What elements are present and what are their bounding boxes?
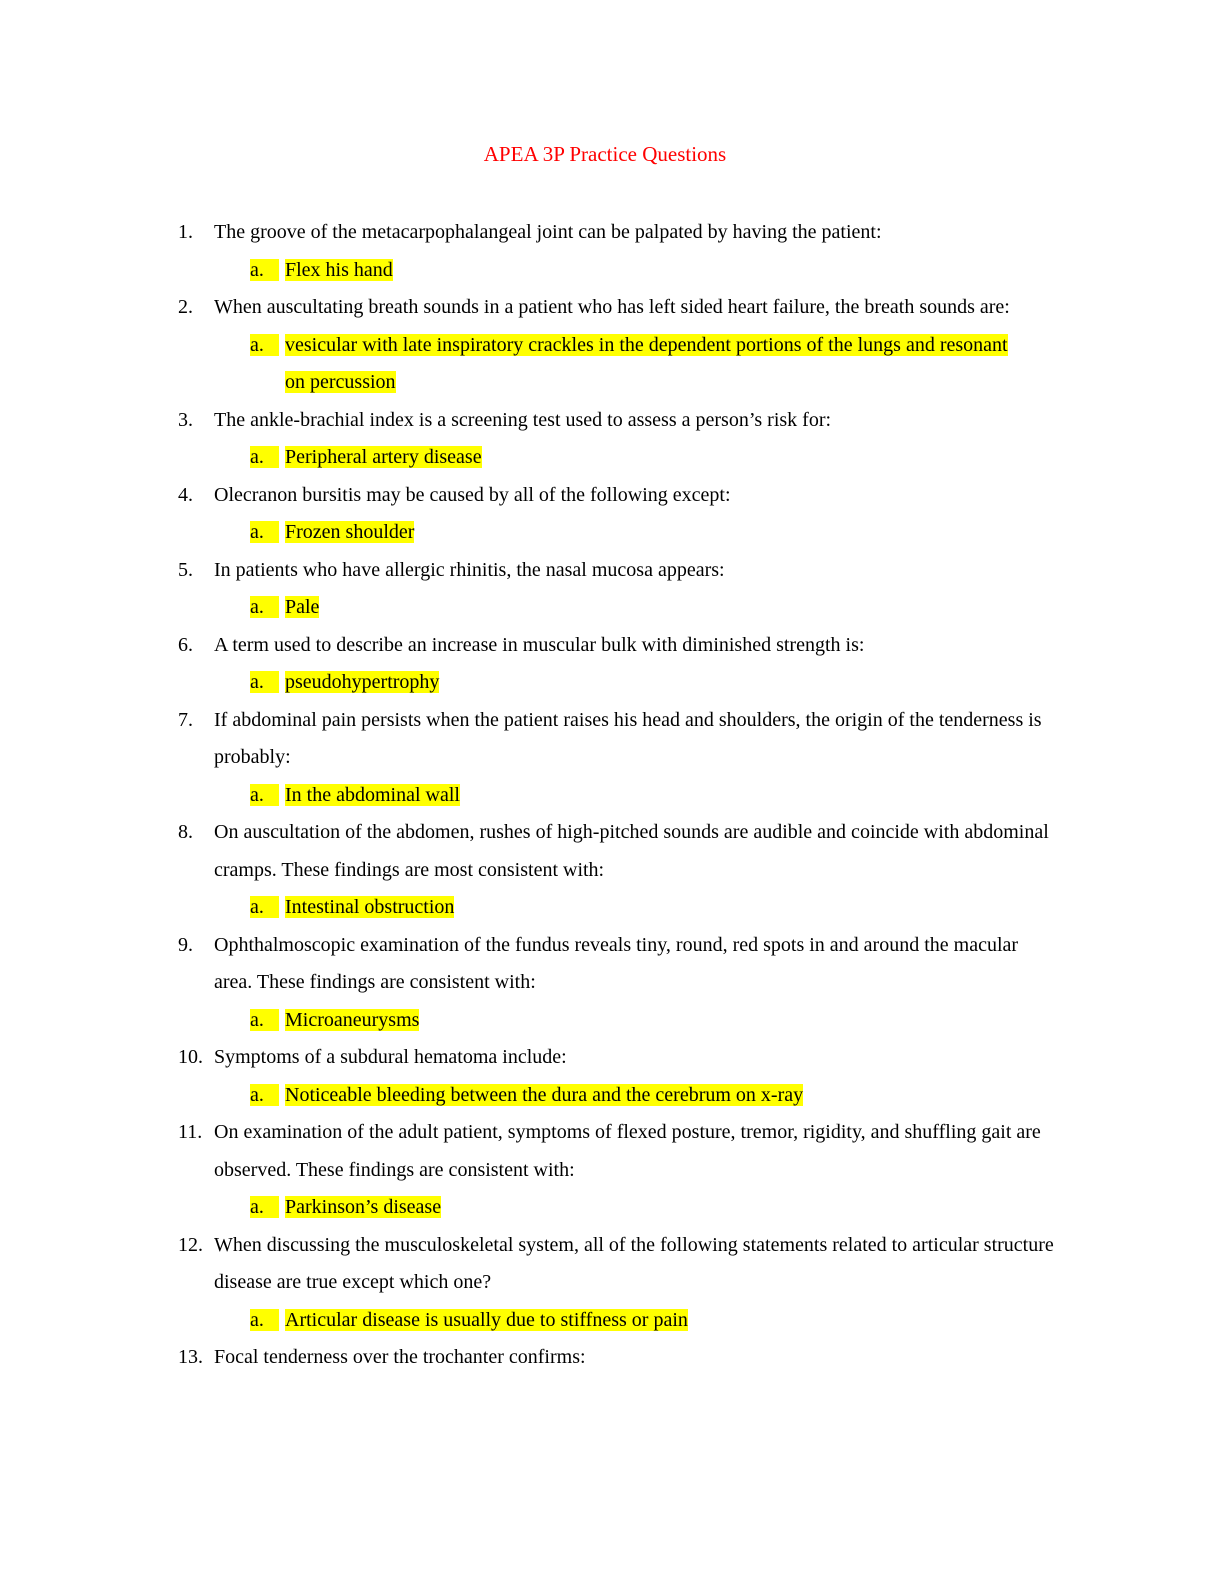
answer-text: Frozen shoulder [285,521,415,543]
question-item [0,1339,1224,1377]
answer-letter: a. [250,259,279,281]
question-item [0,552,1224,627]
answer-text: Parkinson’s disease [285,1196,442,1218]
answer-text: Articular disease is usually due to stiffness or pain [285,1308,688,1331]
answer-item [250,327,1030,402]
answer-letter-wrap [250,252,279,290]
answer-text-wrap [250,1077,1030,1115]
question-number: 5. [178,558,193,581]
answer-text-wrap [250,664,1030,702]
answer-letter: a. [250,896,279,918]
question-text: On examination of the adult patient, symptoms of flexed posture, tremor, rigidity, and shuffling gait are observed. These findings are consistent with: [214,1121,1041,1181]
answer-item [250,439,1030,477]
answer-item [250,589,1030,627]
question-text: A term used to describe an increase in muscular bulk with diminished strength is: [214,633,865,656]
question-text: The ankle-brachial index is a screening test used to assess a person’s risk for: [214,408,832,431]
question-item [0,1039,1224,1114]
question-item [0,702,1224,815]
answer-text-wrap [250,1002,1030,1040]
question-number: 2. [178,296,193,318]
answer-text-wrap [250,589,1030,627]
question-text: When discussing the musculoskeletal system, all of the following statements related to articular structure disease are true except which one? [214,1233,1054,1293]
answer-text-wrap [250,327,1030,402]
answer-letter: a. [250,334,279,356]
answer-text-wrap [250,1302,1030,1340]
answer-item [250,252,1030,290]
answer-letter-wrap [250,439,279,477]
question-item [0,214,1224,289]
question-item [0,289,1224,402]
question-number: 9. [178,933,193,956]
question-text: The groove of the metacarpophalangeal joint can be palpated by having the patient: [214,221,882,243]
answer-item [250,1189,1030,1227]
question-number: 13. [178,1346,203,1368]
question-item [0,402,1224,477]
answer-text-wrap [250,439,1030,477]
question-number: 3. [178,408,193,431]
question-text: In patients who have allergic rhinitis, the nasal mucosa appears: [214,558,725,581]
question-item [0,927,1224,1040]
question-item [0,1114,1224,1227]
answer-letter-wrap [250,1077,279,1115]
answer-item [250,1302,1030,1340]
answer-text: In the abdominal wall [285,783,460,806]
question-item [0,627,1224,702]
answer-letter: a. [250,1009,279,1031]
answer-letter: a. [250,1196,279,1218]
question-item [0,1227,1224,1340]
page-title: APEA 3P Practice Questions [483,142,727,166]
question-text: Symptoms of a subdural hematoma include: [214,1046,567,1068]
answer-letter: a. [250,446,279,468]
answer-letter-wrap [250,1302,279,1340]
question-item [0,814,1224,927]
answer-text: Noticeable bleeding between the dura and the cerebrum on x-ray [285,1083,804,1106]
answer-letter-wrap [250,1002,279,1040]
answer-text: Flex his hand [285,258,393,281]
answer-letter-wrap [250,664,279,702]
answer-letter-wrap [250,777,279,815]
answer-item [250,777,1030,815]
answer-item [250,889,1030,927]
question-text: Ophthalmoscopic examination of the fundus reveals tiny, round, red spots in and around the macular area. These findings are consistent with: [214,933,1019,993]
answer-text: vesicular with late inspiratory crackles in the dependent portions of the lungs and resonant on percussion [285,333,1008,393]
answer-letter: a. [250,1309,279,1331]
answer-letter: a. [250,596,279,618]
answer-letter-wrap [250,327,279,365]
question-number: 1. [178,221,193,243]
answer-letter-wrap [250,514,279,552]
question-number: 11. [178,1121,203,1143]
question-text: If abdominal pain persists when the patient raises his head and shoulders, the origin of the tenderness is probably: [214,708,1042,768]
answer-text-wrap [250,889,1030,927]
answer-item [250,1077,1030,1115]
answer-text: pseudohypertrophy [285,671,440,693]
answer-letter: a. [250,521,279,543]
answer-item [250,664,1030,702]
answer-letter: a. [250,671,279,693]
answer-text: Peripheral artery disease [285,446,482,468]
answer-text: Microaneurysms [285,1008,420,1031]
question-text: Focal tenderness over the trochanter confirms: [214,1346,586,1368]
answer-letter-wrap [250,589,279,627]
answer-text-wrap [250,514,1030,552]
question-number: 12. [178,1233,203,1256]
question-number: 8. [178,821,193,843]
question-list [0,214,1224,1377]
question-number: 4. [178,483,193,506]
question-text: When auscultating breath sounds in a patient who has left sided heart failure, the breath sounds are: [214,296,1010,318]
question-number: 10. [178,1046,203,1068]
question-text: On auscultation of the abdomen, rushes of high-pitched sounds are audible and coincide with abdominal cramps. These findings are most consistent with: [214,821,1049,881]
answer-text: Intestinal obstruction [285,896,455,918]
question-number: 6. [178,633,193,656]
answer-text-wrap [250,1189,1030,1227]
question-number: 7. [178,708,193,731]
answer-text-wrap [250,252,1030,290]
answer-item [250,514,1030,552]
answer-text: Pale [285,596,320,618]
answer-item [250,1002,1030,1040]
question-text: Olecranon bursitis may be caused by all of the following except: [214,483,731,506]
answer-letter-wrap [250,1189,279,1227]
answer-letter: a. [250,784,279,806]
answer-letter: a. [250,1084,279,1106]
question-item [0,477,1224,552]
answer-letter-wrap [250,889,279,927]
answer-text-wrap [250,777,1030,815]
